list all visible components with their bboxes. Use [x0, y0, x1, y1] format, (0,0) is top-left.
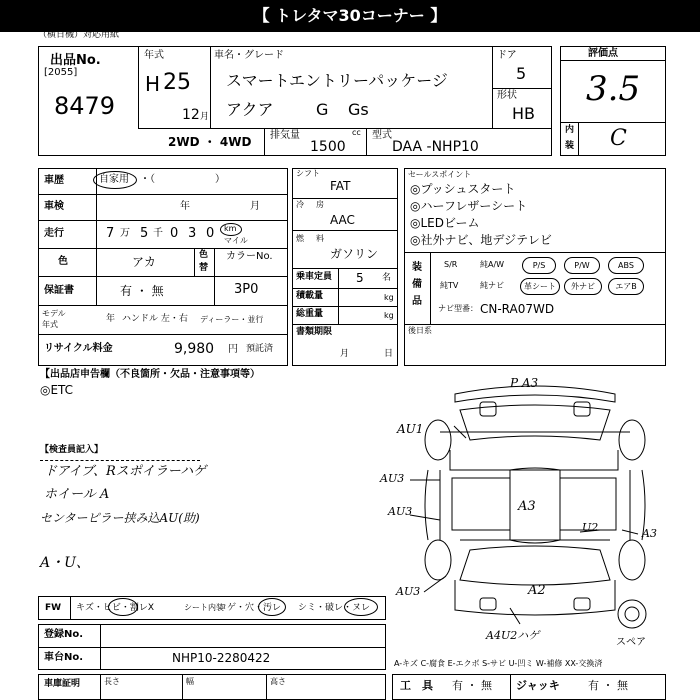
car-grade-g: G — [316, 100, 329, 119]
mileage-sen: 5 — [140, 226, 149, 241]
warranty-value: 有 ・ 無 — [120, 284, 164, 298]
lot-number: 8479 — [54, 92, 116, 120]
mileage-digit-3: 0 — [206, 226, 215, 241]
model-year-dealer: ディーラー・並行 — [200, 315, 264, 324]
selling-point-2: ◎ハーフレザーシート — [410, 199, 528, 213]
width-label: 幅 — [186, 677, 194, 686]
height-label: 高さ — [270, 677, 286, 686]
color-change-1: 色 — [199, 250, 209, 260]
model-year-handle: ハンドル 左・右 — [122, 314, 188, 324]
jack-value: 有 ・ 無 — [588, 679, 628, 692]
equip-ext-navi: 外ナビ — [564, 278, 602, 295]
color-value: アカ — [132, 255, 156, 269]
model-year-label-1: モデル — [42, 309, 66, 318]
docs-month-unit: 月 — [340, 349, 350, 359]
inspector-line-1: ドアイブ、Rスポイラーハゲ — [44, 464, 207, 479]
type-label: 型式 — [372, 130, 392, 141]
year-month: 12 — [182, 107, 200, 123]
mark-a2: A2 — [528, 583, 546, 598]
info-table — [38, 168, 288, 366]
mark-u2: U2 — [582, 521, 599, 534]
year-era: H — [145, 72, 161, 96]
registration-label: 登録No. — [44, 629, 84, 640]
gross-label: 総重量 — [296, 309, 324, 319]
equipment-label-3: 品 — [412, 296, 422, 307]
equip-airbag: エアB — [608, 278, 644, 295]
after-note-label: 後日系 — [408, 326, 432, 335]
color-change-2: 替 — [199, 263, 209, 273]
lot-stamp: [2055] — [44, 67, 78, 78]
top-note: （横日機）対応用紙 — [38, 30, 120, 40]
mileage-label: 走行 — [44, 228, 64, 239]
shape-label: 形状 — [497, 90, 517, 101]
defect-circle-1 — [108, 598, 138, 616]
inspection-label: 車検 — [44, 201, 64, 212]
inspector-line-3: センターピラー挟み込AU(助) — [40, 511, 200, 525]
mileage-mile: マイル — [224, 236, 248, 245]
shift-value: FAT — [330, 179, 351, 193]
mark-au3-low: AU3 — [396, 585, 421, 598]
garage-cert-label: 車庫証明 — [44, 679, 81, 689]
equipment-label-1: 装 — [412, 262, 422, 273]
equip-leather: 革シート — [520, 278, 560, 295]
docs-day-unit: 日 — [384, 349, 394, 359]
lot-label: 出品No. — [50, 53, 101, 68]
car-name: アクア — [226, 100, 274, 119]
inspector-line-2: ホイール A — [44, 487, 110, 502]
history-label: 車歴 — [44, 175, 64, 186]
model-year-unit: 年 — [106, 314, 116, 324]
warranty-label: 保証書 — [44, 285, 74, 296]
mark-au3-left: AU3 — [380, 472, 405, 485]
inspection-month-unit: 月 — [250, 201, 260, 212]
load-unit: kg — [384, 293, 394, 302]
capacity-value: 5 — [356, 271, 364, 285]
equip-abs: ABS — [608, 257, 644, 274]
interior-label-1: 内 — [565, 125, 575, 135]
navi-model-label: ナビ型番： — [438, 304, 478, 313]
aircon-label-2: 房 — [316, 200, 324, 209]
shape-value: HB — [512, 104, 536, 123]
spare-label: スペア — [616, 637, 646, 648]
mark-pa3: P A3 — [510, 376, 539, 390]
shift-label: シフト — [296, 169, 320, 178]
history-rest: ・（ ） — [140, 174, 225, 185]
equip-ps: P/S — [522, 257, 556, 274]
defect-scratch: キズ・ヒビ・割レX — [76, 603, 154, 613]
car-label: 車名・グレード — [214, 50, 284, 61]
equipment-label-2: 備 — [412, 279, 422, 290]
capacity-unit: 名 — [382, 273, 392, 283]
year-month-unit: 月 — [200, 112, 210, 122]
defect-burn: コゲ・穴・汚レ — [218, 603, 282, 613]
fuel-value: ガソリン — [330, 247, 379, 261]
chassis-value: NHP10-2280422 — [172, 651, 271, 665]
defect-circle-2 — [258, 598, 286, 616]
banner-title: 【 トレタマ30コーナー 】 — [253, 6, 447, 25]
load-label: 積載量 — [296, 291, 324, 301]
equip-aw: 純A/W — [480, 260, 505, 269]
car-model-line: スマートエントリーパッケージ — [226, 71, 448, 90]
defect-circle-3 — [344, 598, 378, 616]
displacement-unit: cc — [352, 128, 361, 137]
mileage-digit-1: 0 — [170, 226, 179, 241]
mileage-km: km — [224, 224, 237, 233]
remarks-value: ◎ETC — [40, 383, 74, 397]
type-value: DAA -NHP10 — [392, 139, 479, 155]
equip-pw: P/W — [564, 257, 600, 274]
fuel-label-2: 料 — [316, 234, 324, 243]
mark-a3-right: A3 — [642, 527, 657, 540]
navi-model-value: CN-RA07WD — [480, 302, 555, 316]
score-label: 評価点 — [588, 48, 618, 59]
mark-a3-center: A3 — [518, 499, 536, 514]
score-value: 3.5 — [586, 69, 641, 109]
mark-a4u2: A4U2ハゲ — [486, 629, 540, 642]
displacement-label: 排気量 — [270, 130, 300, 141]
selling-point-1: ◎プッシュスタート — [410, 182, 516, 196]
color-no-label: カラーNo. — [226, 251, 273, 262]
legend: A-キズ C-腐食 E-エクボ S-サビ U-凹ミ W-補修 XX-交換済 — [394, 659, 603, 668]
fuel-label-1: 燃 — [296, 234, 304, 243]
displacement-value: 1500 — [310, 139, 346, 155]
car-grade-gs: Gs — [348, 100, 369, 119]
recycle-unit: 円 — [228, 344, 238, 355]
selling-point-4: ◎社外ナビ、地デジテレビ — [410, 233, 552, 247]
interior-value: C — [610, 126, 627, 151]
history-options: 自家用 — [99, 174, 129, 185]
recycle-value: 9,980 — [174, 341, 215, 357]
equip-sr: S/R — [444, 260, 458, 269]
defect-seat: シート内装 — [184, 603, 224, 612]
door-label: ドア — [497, 50, 517, 61]
mileage-sen-unit: 千 — [153, 228, 163, 239]
aircon-value: AAC — [330, 213, 355, 227]
gross-unit: kg — [384, 311, 394, 320]
capacity-label: 乗車定員 — [296, 272, 333, 282]
inspection-year-unit: 年 — [180, 201, 190, 212]
recycle-note: 預託済 — [246, 344, 274, 354]
defect-fw: FW — [45, 603, 62, 613]
color-no-value: 3P0 — [234, 282, 259, 297]
equip-navi: 純ナビ — [480, 281, 504, 290]
equip-tv: 純TV — [440, 281, 459, 290]
door-value: 5 — [516, 64, 527, 83]
mileage-digit-2: 3 — [188, 226, 197, 241]
selling-points-label: セールスポイント — [408, 170, 472, 179]
bottom-table — [38, 674, 386, 700]
mileage-man-unit: 万 — [120, 228, 130, 239]
length-label: 長さ — [104, 677, 120, 686]
selling-point-3: ◎LEDビーム — [410, 216, 480, 230]
recycle-label: リサイクル料金 — [44, 343, 113, 354]
jack-label: ジャッキ — [516, 679, 560, 692]
inspector-label: 【検査員記入】 — [40, 445, 104, 455]
tools-value: 有 ・ 無 — [452, 679, 492, 692]
tools-label: 工 具 — [400, 679, 433, 692]
year-label: 年式 — [144, 50, 164, 61]
defect-stain: シミ・破レ・ヌレ — [298, 603, 371, 613]
drive-value: 2WD ・ 4WD — [168, 135, 252, 149]
interior-label-2: 装 — [565, 141, 575, 151]
mileage-man: 7 — [106, 226, 115, 241]
model-year-label-2: 年式 — [42, 320, 58, 329]
docs-label: 書類期限 — [296, 327, 333, 337]
mark-au1: AU1 — [397, 422, 424, 436]
chassis-label: 車台No. — [44, 652, 84, 663]
inspector-line-4: A・U、 — [40, 555, 90, 571]
mark-au3-mid: AU3 — [388, 505, 413, 518]
color-label: 色 — [58, 256, 68, 267]
aircon-label-1: 冷 — [296, 200, 304, 209]
remarks-label: 【出品店申告欄（不良箇所・欠品・注意事項等） — [40, 369, 260, 380]
year-value: 25 — [163, 70, 191, 95]
